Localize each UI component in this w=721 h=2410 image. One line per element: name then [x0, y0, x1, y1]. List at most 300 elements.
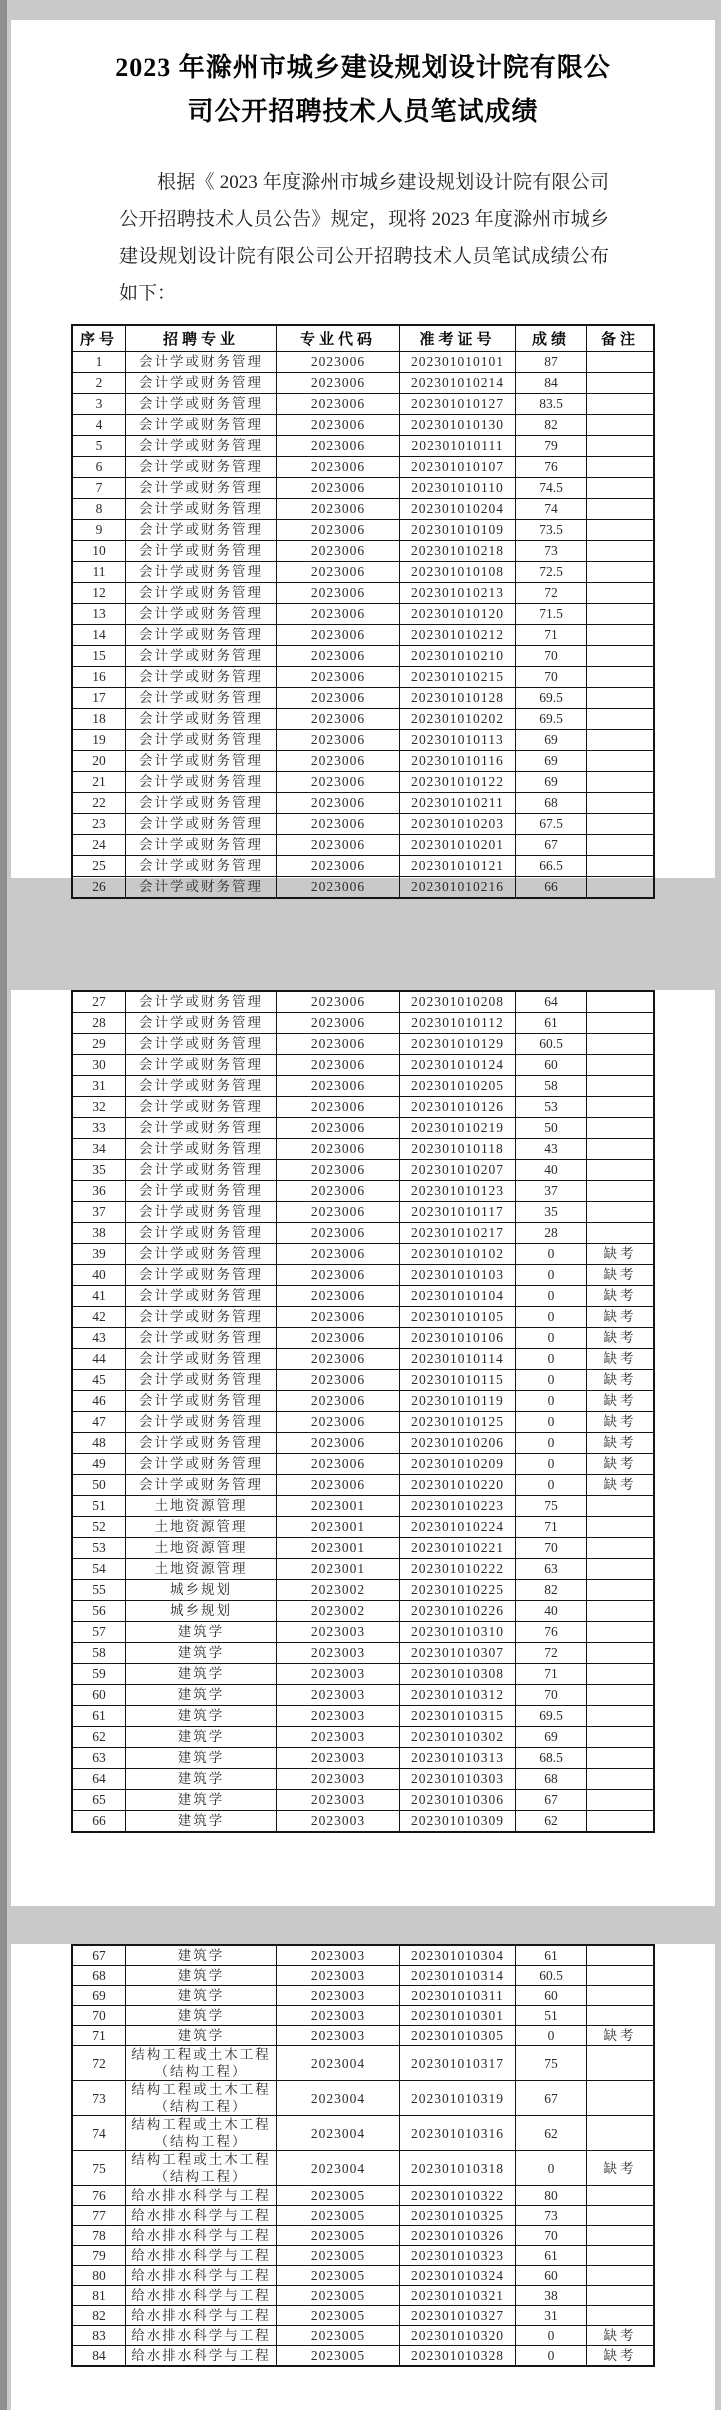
cell-code: 2023006	[277, 1055, 400, 1076]
cell-score: 40	[516, 1160, 587, 1181]
cell-seq: 6	[72, 457, 126, 478]
cell-ticket: 202301010208	[400, 991, 516, 1013]
cell-code: 2023006	[277, 856, 400, 877]
cell-note	[587, 667, 655, 688]
cell-major: 会计学或财务管理	[126, 604, 277, 625]
cell-code: 2023005	[277, 2286, 400, 2306]
cell-code: 2023005	[277, 2226, 400, 2246]
table-row	[72, 1118, 654, 1139]
cell-code: 2023006	[277, 436, 400, 457]
cell-note	[587, 373, 655, 394]
table-row	[72, 2026, 654, 2046]
cell-seq: 60	[72, 1685, 126, 1706]
cell-code: 2023005	[277, 2246, 400, 2266]
cell-score: 0	[516, 1454, 587, 1475]
cell-score: 0	[516, 1307, 587, 1328]
table-row	[72, 1181, 654, 1202]
table-row	[72, 1328, 654, 1349]
cell-seq: 22	[72, 793, 126, 814]
cell-code: 2023006	[277, 646, 400, 667]
cell-seq: 61	[72, 1706, 126, 1727]
cell-score: 69.5	[516, 688, 587, 709]
table-row	[72, 457, 654, 478]
cell-score: 0	[516, 1370, 587, 1391]
table-row	[72, 1160, 654, 1181]
cell-seq: 13	[72, 604, 126, 625]
cell-seq: 51	[72, 1496, 126, 1517]
table-row	[72, 1370, 654, 1391]
cell-seq: 28	[72, 1013, 126, 1034]
cell-major: 城乡规划	[126, 1601, 277, 1622]
cell-code: 2023006	[277, 991, 400, 1013]
table-row	[72, 1966, 654, 1986]
cell-note	[587, 1118, 655, 1139]
cell-score: 0	[516, 1244, 587, 1265]
page-title: 2023 年滁州市城乡建设规划设计院有限公司公开招聘技术人员笔试成绩	[115, 53, 611, 126]
cell-seq: 36	[72, 1181, 126, 1202]
cell-ticket: 202301010311	[400, 1986, 516, 2006]
cell-major: 会计学或财务管理	[126, 1370, 277, 1391]
cell-note	[587, 583, 655, 604]
cell-score: 68	[516, 1769, 587, 1790]
cell-note	[587, 604, 655, 625]
cell-ticket: 202301010320	[400, 2326, 516, 2346]
cell-ticket: 202301010105	[400, 1307, 516, 1328]
cell-major: 会计学或财务管理	[126, 1034, 277, 1055]
cell-ticket: 202301010318	[400, 2151, 516, 2186]
cell-ticket: 202301010130	[400, 415, 516, 436]
cell-seq: 47	[72, 1412, 126, 1433]
table-row	[72, 856, 654, 877]
cell-seq: 58	[72, 1643, 126, 1664]
cell-note	[587, 1496, 655, 1517]
cell-score: 61	[516, 2246, 587, 2266]
cell-score: 73	[516, 2206, 587, 2226]
cell-seq: 38	[72, 1223, 126, 1244]
cell-major: 会计学或财务管理	[126, 709, 277, 730]
cell-code: 2023006	[277, 1370, 400, 1391]
table-row	[72, 1769, 654, 1790]
cell-ticket: 202301010205	[400, 1076, 516, 1097]
cell-code: 2023003	[277, 1986, 400, 2006]
table-row	[72, 1391, 654, 1412]
cell-note	[587, 1727, 655, 1748]
cell-score: 64	[516, 991, 587, 1013]
cell-code: 2023006	[277, 1475, 400, 1496]
cell-major: 会计学或财务管理	[126, 520, 277, 541]
cell-code: 2023003	[277, 1685, 400, 1706]
cell-code: 2023003	[277, 1727, 400, 1748]
cell-code: 2023006	[277, 1139, 400, 1160]
cell-note	[587, 1622, 655, 1643]
cell-seq: 40	[72, 1265, 126, 1286]
cell-major: 会计学或财务管理	[126, 1139, 277, 1160]
cell-major: 会计学或财务管理	[126, 1328, 277, 1349]
cell-seq: 62	[72, 1727, 126, 1748]
cell-major: 会计学或财务管理	[126, 1076, 277, 1097]
cell-code: 2023002	[277, 1601, 400, 1622]
cell-major: 会计学或财务管理	[126, 751, 277, 772]
cell-ticket: 202301010118	[400, 1139, 516, 1160]
cell-code: 2023006	[277, 625, 400, 646]
cell-score: 75	[516, 2046, 587, 2081]
cell-ticket: 202301010203	[400, 814, 516, 835]
cell-code: 2023005	[277, 2306, 400, 2326]
cell-seq: 21	[72, 772, 126, 793]
cell-major: 给水排水科学与工程	[126, 2206, 277, 2226]
cell-major: 建筑学	[126, 1706, 277, 1727]
table-row	[72, 2246, 654, 2266]
cell-code: 2023003	[277, 1664, 400, 1685]
cell-score: 82	[516, 1580, 587, 1601]
cell-major: 建筑学	[126, 1966, 277, 1986]
cell-code: 2023005	[277, 2326, 400, 2346]
table-row	[72, 1286, 654, 1307]
cell-code: 2023006	[277, 1034, 400, 1055]
cell-seq: 77	[72, 2206, 126, 2226]
cell-note	[587, 730, 655, 751]
document-page-1	[11, 20, 715, 894]
table-row	[72, 373, 654, 394]
cell-major: 会计学或财务管理	[126, 583, 277, 604]
cell-code: 2023006	[277, 667, 400, 688]
cell-note: 缺考	[587, 1307, 655, 1328]
cell-seq: 49	[72, 1454, 126, 1475]
cell-major: 会计学或财务管理	[126, 1349, 277, 1370]
column-header-score: 成绩	[516, 325, 587, 352]
cell-code: 2023005	[277, 2266, 400, 2286]
cell-note	[587, 814, 655, 835]
cell-score: 70	[516, 667, 587, 688]
cell-score: 70	[516, 1538, 587, 1559]
table-row	[72, 1496, 654, 1517]
cell-seq: 65	[72, 1790, 126, 1811]
cell-score: 74	[516, 499, 587, 520]
cell-code: 2023006	[277, 877, 400, 899]
cell-seq: 79	[72, 2246, 126, 2266]
cell-note	[587, 562, 655, 583]
cell-note	[587, 991, 655, 1013]
cell-major: 给水排水科学与工程	[126, 2246, 277, 2266]
cell-code: 2023003	[277, 1945, 400, 1966]
table-row	[72, 1433, 654, 1454]
results-table-page-2	[71, 990, 655, 1833]
cell-code: 2023006	[277, 1118, 400, 1139]
cell-seq: 24	[72, 835, 126, 856]
cell-code: 2023003	[277, 1966, 400, 1986]
cell-score: 69	[516, 1727, 587, 1748]
cell-code: 2023003	[277, 1706, 400, 1727]
cell-note: 缺考	[587, 1328, 655, 1349]
cell-ticket: 202301010214	[400, 373, 516, 394]
cell-ticket: 202301010206	[400, 1433, 516, 1454]
cell-note	[587, 457, 655, 478]
cell-ticket: 202301010314	[400, 1966, 516, 1986]
table-row	[72, 751, 654, 772]
cell-code: 2023002	[277, 1580, 400, 1601]
page-edge-strip	[0, 0, 7, 2410]
cell-code: 2023006	[277, 814, 400, 835]
cell-ticket: 202301010220	[400, 1475, 516, 1496]
cell-score: 61	[516, 1945, 587, 1966]
cell-seq: 68	[72, 1966, 126, 1986]
cell-ticket: 202301010115	[400, 1370, 516, 1391]
cell-seq: 67	[72, 1945, 126, 1966]
cell-major: 给水排水科学与工程	[126, 2266, 277, 2286]
table-row	[72, 2186, 654, 2206]
cell-ticket: 202301010204	[400, 499, 516, 520]
column-header-code: 专业代码	[277, 325, 400, 352]
cell-seq: 84	[72, 2346, 126, 2367]
cell-ticket: 202301010327	[400, 2306, 516, 2326]
table-row	[72, 1076, 654, 1097]
cell-major: 会计学或财务管理	[126, 1265, 277, 1286]
cell-note	[587, 646, 655, 667]
cell-code: 2023005	[277, 2206, 400, 2226]
cell-seq: 52	[72, 1517, 126, 1538]
cell-note	[587, 2186, 655, 2206]
cell-ticket: 202301010109	[400, 520, 516, 541]
cell-seq: 5	[72, 436, 126, 457]
cell-score: 53	[516, 1097, 587, 1118]
cell-score: 60	[516, 2266, 587, 2286]
cell-seq: 80	[72, 2266, 126, 2286]
cell-seq: 33	[72, 1118, 126, 1139]
cell-note	[587, 1517, 655, 1538]
table-row	[72, 1945, 654, 1966]
cell-seq: 42	[72, 1307, 126, 1328]
cell-ticket: 202301010211	[400, 793, 516, 814]
document-page-3	[11, 1944, 715, 2410]
document-canvas	[7, 0, 721, 2410]
cell-ticket: 202301010326	[400, 2226, 516, 2246]
cell-score: 60	[516, 1986, 587, 2006]
table-row	[72, 1517, 654, 1538]
cell-code: 2023006	[277, 1265, 400, 1286]
cell-note	[587, 1643, 655, 1664]
cell-seq: 76	[72, 2186, 126, 2206]
cell-major: 会计学或财务管理	[126, 373, 277, 394]
cell-note	[587, 1223, 655, 1244]
cell-ticket: 202301010102	[400, 1244, 516, 1265]
cell-ticket: 202301010119	[400, 1391, 516, 1412]
cell-ticket: 202301010108	[400, 562, 516, 583]
cell-code: 2023006	[277, 415, 400, 436]
table-row	[72, 793, 654, 814]
cell-ticket: 202301010212	[400, 625, 516, 646]
cell-code: 2023006	[277, 457, 400, 478]
cell-score: 75	[516, 1496, 587, 1517]
cell-note	[587, 415, 655, 436]
table-row	[72, 877, 654, 899]
cell-major: 建筑学	[126, 1748, 277, 1769]
cell-ticket: 202301010301	[400, 2006, 516, 2026]
cell-major: 给水排水科学与工程	[126, 2286, 277, 2306]
cell-major: 会计学或财务管理	[126, 625, 277, 646]
cell-ticket: 202301010219	[400, 1118, 516, 1139]
cell-ticket: 202301010222	[400, 1559, 516, 1580]
cell-score: 0	[516, 1349, 587, 1370]
cell-note	[587, 436, 655, 457]
cell-score: 62	[516, 2116, 587, 2151]
cell-seq: 2	[72, 373, 126, 394]
cell-note	[587, 1034, 655, 1055]
cell-ticket: 202301010207	[400, 1160, 516, 1181]
cell-major: 会计学或财务管理	[126, 991, 277, 1013]
cell-ticket: 202301010305	[400, 2026, 516, 2046]
cell-code: 2023006	[277, 373, 400, 394]
table-row	[72, 2006, 654, 2026]
cell-score: 76	[516, 1622, 587, 1643]
column-header-seq: 序号	[72, 325, 126, 352]
cell-major: 建筑学	[126, 2026, 277, 2046]
cell-seq: 32	[72, 1097, 126, 1118]
cell-major: 会计学或财务管理	[126, 1202, 277, 1223]
table-row	[72, 2346, 654, 2367]
cell-ticket: 202301010103	[400, 1265, 516, 1286]
cell-seq: 16	[72, 667, 126, 688]
cell-seq: 20	[72, 751, 126, 772]
cell-code: 2023003	[277, 1769, 400, 1790]
cell-seq: 54	[72, 1559, 126, 1580]
table-row	[72, 625, 654, 646]
cell-major: 会计学或财务管理	[126, 793, 277, 814]
cell-major: 会计学或财务管理	[126, 499, 277, 520]
cell-major: 建筑学	[126, 1727, 277, 1748]
cell-note	[587, 835, 655, 856]
cell-score: 0	[516, 2346, 587, 2367]
cell-score: 0	[516, 1475, 587, 1496]
cell-code: 2023003	[277, 1748, 400, 1769]
cell-seq: 73	[72, 2081, 126, 2116]
cell-code: 2023003	[277, 1790, 400, 1811]
table-row	[72, 499, 654, 520]
cell-note	[587, 1076, 655, 1097]
cell-ticket: 202301010129	[400, 1034, 516, 1055]
cell-note	[587, 1966, 655, 1986]
cell-ticket: 202301010213	[400, 583, 516, 604]
cell-code: 2023006	[277, 793, 400, 814]
cell-seq: 27	[72, 991, 126, 1013]
cell-seq: 55	[72, 1580, 126, 1601]
cell-score: 82	[516, 415, 587, 436]
cell-note	[587, 541, 655, 562]
cell-ticket: 202301010223	[400, 1496, 516, 1517]
cell-major: 会计学或财务管理	[126, 436, 277, 457]
cell-seq: 1	[72, 352, 126, 373]
cell-note	[587, 2306, 655, 2326]
cell-note	[587, 709, 655, 730]
cell-major: 给水排水科学与工程	[126, 2186, 277, 2206]
table-row	[72, 835, 654, 856]
cell-score: 62	[516, 1811, 587, 1833]
cell-major: 会计学或财务管理	[126, 1055, 277, 1076]
cell-seq: 11	[72, 562, 126, 583]
table-row	[72, 2306, 654, 2326]
cell-major: 会计学或财务管理	[126, 1118, 277, 1139]
cell-major: 会计学或财务管理	[126, 1223, 277, 1244]
cell-score: 69	[516, 751, 587, 772]
table-row	[72, 541, 654, 562]
cell-note	[587, 1790, 655, 1811]
cell-ticket: 202301010224	[400, 1517, 516, 1538]
cell-major: 建筑学	[126, 1685, 277, 1706]
table-row	[72, 1664, 654, 1685]
cell-score: 58	[516, 1076, 587, 1097]
cell-note: 缺考	[587, 1433, 655, 1454]
table-row	[72, 688, 654, 709]
cell-score: 69.5	[516, 709, 587, 730]
cell-ticket: 202301010218	[400, 541, 516, 562]
table-row	[72, 1559, 654, 1580]
cell-ticket: 202301010325	[400, 2206, 516, 2226]
cell-major: 结构工程或土木工程（结构工程）	[126, 2116, 277, 2151]
cell-seq: 15	[72, 646, 126, 667]
cell-ticket: 202301010117	[400, 1202, 516, 1223]
cell-major: 会计学或财务管理	[126, 478, 277, 499]
table-row	[72, 562, 654, 583]
cell-note	[587, 1559, 655, 1580]
cell-ticket: 202301010226	[400, 1601, 516, 1622]
cell-score: 50	[516, 1118, 587, 1139]
cell-score: 0	[516, 2151, 587, 2186]
cell-note	[587, 2226, 655, 2246]
cell-seq: 4	[72, 415, 126, 436]
cell-note	[587, 520, 655, 541]
cell-score: 83.5	[516, 394, 587, 415]
cell-code: 2023006	[277, 1412, 400, 1433]
table-row	[72, 1034, 654, 1055]
cell-ticket: 202301010216	[400, 877, 516, 899]
cell-major: 建筑学	[126, 1643, 277, 1664]
table-row	[72, 814, 654, 835]
cell-seq: 9	[72, 520, 126, 541]
cell-ticket: 202301010321	[400, 2286, 516, 2306]
cell-note: 缺考	[587, 1370, 655, 1391]
cell-note: 缺考	[587, 2026, 655, 2046]
cell-major: 会计学或财务管理	[126, 1307, 277, 1328]
cell-score: 60.5	[516, 1034, 587, 1055]
cell-ticket: 202301010215	[400, 667, 516, 688]
cell-note	[587, 1664, 655, 1685]
cell-score: 0	[516, 1433, 587, 1454]
cell-code: 2023003	[277, 1622, 400, 1643]
cell-seq: 53	[72, 1538, 126, 1559]
cell-major: 会计学或财务管理	[126, 1475, 277, 1496]
table-row	[72, 1412, 654, 1433]
cell-score: 38	[516, 2286, 587, 2306]
cell-major: 会计学或财务管理	[126, 352, 277, 373]
table-row	[72, 1223, 654, 1244]
cell-ticket: 202301010221	[400, 1538, 516, 1559]
cell-score: 74.5	[516, 478, 587, 499]
cell-code: 2023006	[277, 352, 400, 373]
cell-seq: 29	[72, 1034, 126, 1055]
cell-code: 2023006	[277, 688, 400, 709]
cell-seq: 81	[72, 2286, 126, 2306]
table-header-row	[72, 325, 654, 352]
cell-ticket: 202301010113	[400, 730, 516, 751]
cell-seq: 31	[72, 1076, 126, 1097]
cell-code: 2023006	[277, 1202, 400, 1223]
table-row	[72, 1454, 654, 1475]
table-row	[72, 2151, 654, 2186]
cell-code: 2023001	[277, 1538, 400, 1559]
table-row	[72, 1055, 654, 1076]
cell-score: 37	[516, 1181, 587, 1202]
cell-ticket: 202301010312	[400, 1685, 516, 1706]
cell-major: 会计学或财务管理	[126, 835, 277, 856]
